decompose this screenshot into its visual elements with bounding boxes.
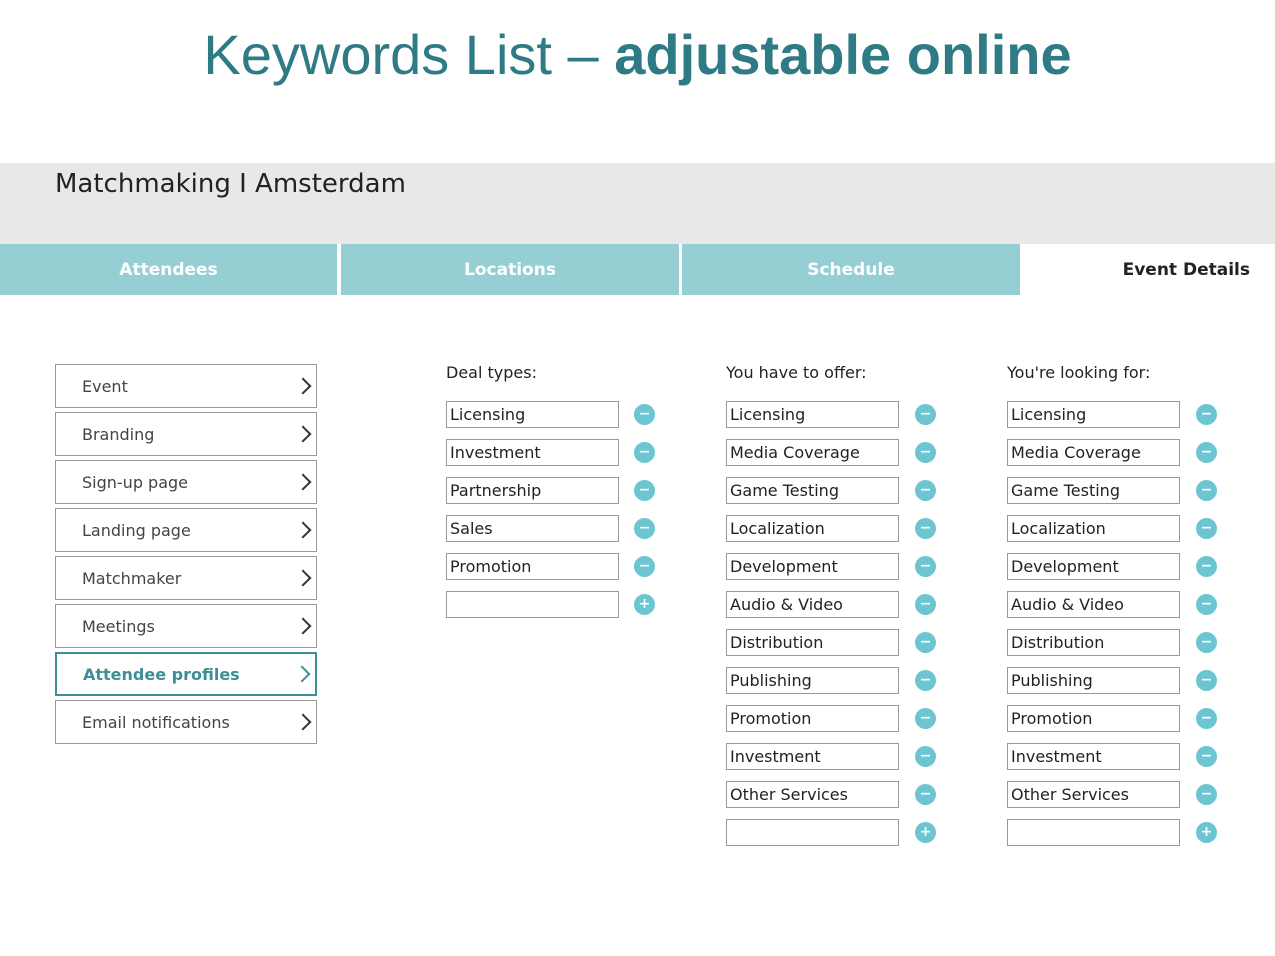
looking-for-new-keyword-input[interactable] bbox=[1007, 819, 1180, 846]
looking-for-keyword-input[interactable] bbox=[1007, 743, 1180, 770]
minus-circle-icon[interactable]: − bbox=[1196, 708, 1217, 729]
tab-schedule[interactable]: Schedule bbox=[682, 244, 1020, 295]
slide-title-normal: Keywords List – bbox=[203, 23, 615, 86]
chevron-right-icon bbox=[294, 666, 311, 683]
minus-circle-icon[interactable]: − bbox=[1196, 746, 1217, 767]
minus-circle-icon[interactable]: − bbox=[915, 708, 936, 729]
minus-circle-icon[interactable]: − bbox=[915, 442, 936, 463]
deal-types-keyword-input[interactable] bbox=[446, 553, 619, 580]
minus-circle-icon[interactable]: − bbox=[915, 556, 936, 577]
offer-keyword-input[interactable] bbox=[726, 743, 899, 770]
plus-circle-icon[interactable]: + bbox=[634, 594, 655, 615]
minus-circle-icon[interactable]: − bbox=[915, 746, 936, 767]
minus-circle-icon[interactable]: − bbox=[915, 670, 936, 691]
minus-circle-icon[interactable]: − bbox=[915, 480, 936, 501]
offer-keyword-input[interactable] bbox=[726, 515, 899, 542]
offer-keyword-input[interactable] bbox=[726, 401, 899, 428]
looking-for-keyword-input[interactable] bbox=[1007, 781, 1180, 808]
offer-keyword-input[interactable] bbox=[726, 705, 899, 732]
deal-types-keyword-input[interactable] bbox=[446, 515, 619, 542]
chevron-right-icon bbox=[295, 378, 312, 395]
looking-for-keyword-input[interactable] bbox=[1007, 515, 1180, 542]
sidebar-item-landing-page[interactable] bbox=[55, 508, 317, 552]
sidebar-item-label: Matchmaker bbox=[82, 568, 182, 588]
tab-attendees[interactable]: Attendees bbox=[0, 244, 337, 295]
minus-circle-icon[interactable]: − bbox=[634, 556, 655, 577]
minus-circle-icon[interactable]: − bbox=[915, 518, 936, 539]
sidebar-item-label: Branding bbox=[82, 424, 155, 444]
looking-for-keyword-input[interactable] bbox=[1007, 705, 1180, 732]
sidebar-item-event[interactable] bbox=[55, 364, 317, 408]
minus-circle-icon[interactable]: − bbox=[1196, 670, 1217, 691]
tab-locations[interactable]: Locations bbox=[341, 244, 679, 295]
offer-keyword-input[interactable] bbox=[726, 667, 899, 694]
minus-circle-icon[interactable]: − bbox=[634, 442, 655, 463]
plus-circle-icon[interactable]: + bbox=[1196, 822, 1217, 843]
offer-keyword-input[interactable] bbox=[726, 477, 899, 504]
chevron-right-icon bbox=[295, 618, 312, 635]
tab-event-details[interactable]: Event Details bbox=[1023, 244, 1275, 295]
minus-circle-icon[interactable]: − bbox=[634, 404, 655, 425]
sidebar-item-matchmaker[interactable] bbox=[55, 556, 317, 600]
minus-circle-icon[interactable]: − bbox=[1196, 518, 1217, 539]
offer-keyword-input[interactable] bbox=[726, 591, 899, 618]
looking-for-header: You're looking for: bbox=[1007, 363, 1151, 382]
looking-for-keyword-input[interactable] bbox=[1007, 477, 1180, 504]
sidebar-item-label: Attendee profiles bbox=[83, 664, 240, 684]
minus-circle-icon[interactable]: − bbox=[1196, 442, 1217, 463]
looking-for-keyword-input[interactable] bbox=[1007, 629, 1180, 656]
sidebar-item-label: Meetings bbox=[82, 616, 155, 636]
deal-types-header: Deal types: bbox=[446, 363, 537, 382]
sidebar-item-meetings[interactable] bbox=[55, 604, 317, 648]
minus-circle-icon[interactable]: − bbox=[634, 518, 655, 539]
minus-circle-icon[interactable]: − bbox=[915, 632, 936, 653]
slide-title-bold: adjustable online bbox=[614, 23, 1072, 86]
offer-keyword-input[interactable] bbox=[726, 439, 899, 466]
minus-circle-icon[interactable]: − bbox=[1196, 556, 1217, 577]
deal-types-keyword-input[interactable] bbox=[446, 401, 619, 428]
deal-types-keyword-input[interactable] bbox=[446, 439, 619, 466]
offer-new-keyword-input[interactable] bbox=[726, 819, 899, 846]
looking-for-keyword-input[interactable] bbox=[1007, 667, 1180, 694]
looking-for-keyword-input[interactable] bbox=[1007, 591, 1180, 618]
chevron-right-icon bbox=[295, 426, 312, 443]
deal-types-new-keyword-input[interactable] bbox=[446, 591, 619, 618]
sidebar-item-sign-up-page[interactable] bbox=[55, 460, 317, 504]
event-name: Matchmaking I Amsterdam bbox=[55, 169, 406, 199]
minus-circle-icon[interactable]: − bbox=[915, 784, 936, 805]
chevron-right-icon bbox=[295, 570, 312, 587]
sidebar-item-email-notifications[interactable] bbox=[55, 700, 317, 744]
offer-keyword-input[interactable] bbox=[726, 781, 899, 808]
sidebar-item-label: Email notifications bbox=[82, 712, 230, 732]
offer-keyword-input[interactable] bbox=[726, 629, 899, 656]
sidebar-item-branding[interactable] bbox=[55, 412, 317, 456]
offer-header: You have to offer: bbox=[726, 363, 867, 382]
looking-for-keyword-input[interactable] bbox=[1007, 401, 1180, 428]
minus-circle-icon[interactable]: − bbox=[1196, 594, 1217, 615]
minus-circle-icon[interactable]: − bbox=[1196, 632, 1217, 653]
minus-circle-icon[interactable]: − bbox=[915, 594, 936, 615]
minus-circle-icon[interactable]: − bbox=[634, 480, 655, 501]
deal-types-keyword-input[interactable] bbox=[446, 477, 619, 504]
slide-title bbox=[0, 22, 1275, 88]
offer-keyword-input[interactable] bbox=[726, 553, 899, 580]
minus-circle-icon[interactable]: − bbox=[1196, 480, 1217, 501]
looking-for-keyword-input[interactable] bbox=[1007, 553, 1180, 580]
minus-circle-icon[interactable]: − bbox=[1196, 784, 1217, 805]
sidebar-item-label: Event bbox=[82, 376, 128, 396]
sidebar-item-attendee-profiles[interactable] bbox=[55, 652, 317, 696]
sidebar-item-label: Sign-up page bbox=[82, 472, 189, 492]
chevron-right-icon bbox=[295, 522, 312, 539]
chevron-right-icon bbox=[295, 474, 312, 491]
minus-circle-icon[interactable]: − bbox=[1196, 404, 1217, 425]
minus-circle-icon[interactable]: − bbox=[915, 404, 936, 425]
plus-circle-icon[interactable]: + bbox=[915, 822, 936, 843]
top-tabs bbox=[0, 244, 1275, 295]
looking-for-keyword-input[interactable] bbox=[1007, 439, 1180, 466]
chevron-right-icon bbox=[295, 714, 312, 731]
sidebar-item-label: Landing page bbox=[82, 520, 191, 540]
